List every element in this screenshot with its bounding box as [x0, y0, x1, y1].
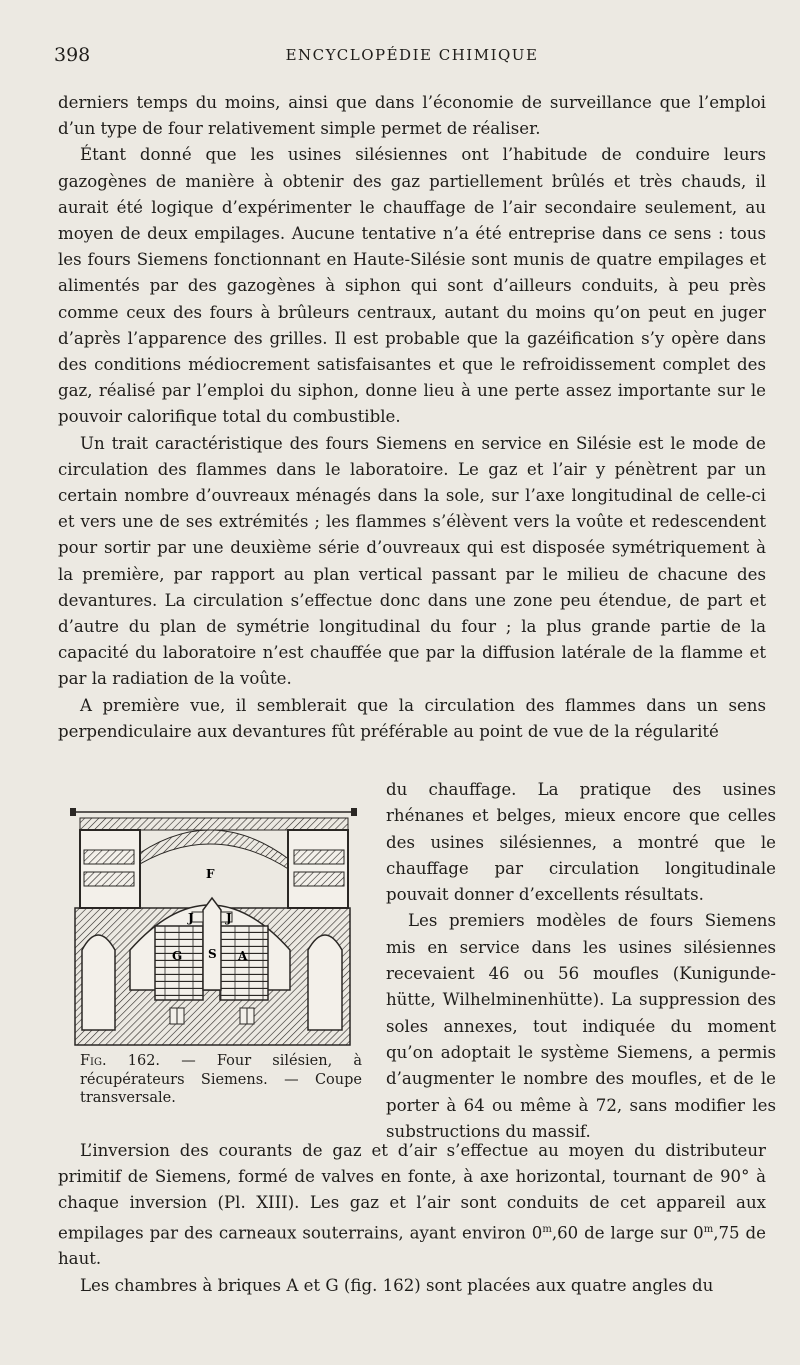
label-j-right: J	[226, 911, 232, 925]
paragraph-premiere-vue: A première vue, il semblerait que la circulation des flammes dans un sens perpendiculaire aux devantures fût préférable au point de vue de la régularité	[58, 695, 766, 741]
label-g: G	[172, 949, 183, 963]
paragraph-chambres: Les chambres à briques A et G (fig. 162) sont placées aux quatre angles du	[80, 1275, 714, 1295]
body-text-wrapped	[386, 777, 776, 1145]
figure-162	[60, 800, 360, 1055]
siphon-shaft	[203, 898, 221, 990]
brick-chamber-a	[220, 926, 268, 1000]
furnace-cross-section-drawing	[60, 800, 360, 1055]
left-gas-producer	[82, 935, 115, 1030]
paragraph-gazogenes: Étant donné que les usines silésiennes ont l’habitude de conduire leurs gazogènes de manière à obtenir des gaz partiellement brûlés et très chauds, il aurait été logique d’expérimenter le chauffage de l’air secondaire seulement, au moyen de deux empilages. Aucune tentative n’a été entreprise dans ce sens : tous les fours Siemens fonctionnant en Haute-Silésie sont munis de quatre empilages et alimentés par des gazogènes à siphon qui sont d’ailleurs conduits, à peu près comme ceux des fours à brûleurs centraux, autant du moins qu’on peut en juger d’après l’apparence des grilles. Il est probable que la gazéification s’y opère dans des conditions médiocrement satisfaisantes et que le refroidissement complet des gaz, réalisé par l’emploi du siphon, donne lieu à une perte assez importante sur le pouvoir calorifique total du combustible.	[58, 145, 766, 427]
page-header	[54, 44, 770, 74]
label-s: S	[208, 947, 217, 961]
paragraph-inversion: L’inversion des courants de gaz et d’air s’effectue au moyen du distributeur primitif de Siemens, formé de valves en fonte, à axe horizontal, tournant de 90° à chaque inversion (Pl. XIII). Les gaz et l’air sont conduits de cet appareil aux empilages par des carneaux souterrains, ayant environ 0$^m$,60 de large sur 0$^m$,75 de haut.	[58, 1141, 766, 1269]
figure-caption	[80, 1052, 362, 1108]
right-gas-producer	[308, 935, 342, 1030]
paragraph-premiers-modeles: Les premiers modèles de fours Siemens mis en service dans les usines silésiennes recevaient 46 ou 56 moufles (Kunigundehütte, Wilhelminenhütte). La suppression des soles annexes, tout indiquée du moment qu’on adoptait le système Siemens, a permis d’augmenter le nombre des moufles, et de le porter à 64 ou même à 72, sans modifier les substructions du massif.	[386, 911, 776, 1141]
label-j-left: J	[188, 911, 194, 925]
body-text-top	[58, 90, 766, 745]
label-a: A	[238, 949, 248, 963]
figure-caption-label: Fig. 162.	[80, 1053, 161, 1069]
page-number: 398	[54, 44, 91, 66]
vault-arch	[130, 830, 290, 870]
paragraph-circulation: Un trait caractéristique des fours Siemens en service en Silésie est le mode de circulation des flammes dans le laboratoire. Le gaz et l’air y pénètrent par un certain nombre d’ouvreaux ménagés dans la sole, sur l’axe longitudinal de celle-ci et vers une de ses extrémités ; les flammes s’élèvent vers la voûte et redescendent pour sortir par une deuxième série d’ouvreaux qui est disposée symétriquement à la première, par rapport au plan vertical passant par le milieu de chacune des devantures. La circulation s’effectue donc dans une zone peu étendue, de part et d’autre du plan de symétrie longitudinal du four ; la plus grande partie de la capacité du laboratoire n’est chauffée que par la diffusion latérale de la flamme et par la radiation de la voûte.	[58, 433, 766, 689]
body-text-bottom	[58, 1138, 766, 1299]
paragraph-continuation: derniers temps du moins, ainsi que dans l’économie de surveillance que l’emploi d’un type de four relativement simple permet de réaliser.	[58, 93, 766, 139]
label-f: F	[206, 867, 215, 881]
paragraph-chauffage: du chauffage. La pratique des usines rhénanes et belges, mieux encore que celles des usines silésiennes, a montré que le chauffage par circulation longitudinale pouvait donner d’excellents résultats.	[386, 780, 776, 905]
brick-chamber-g	[155, 926, 203, 1000]
figure-caption-text: — Four silésien, à récupérateurs Siemens. — Coupe transversale.	[80, 1053, 362, 1106]
running-title: ENCYCLOPÉDIE CHIMIQUE	[285, 46, 539, 64]
